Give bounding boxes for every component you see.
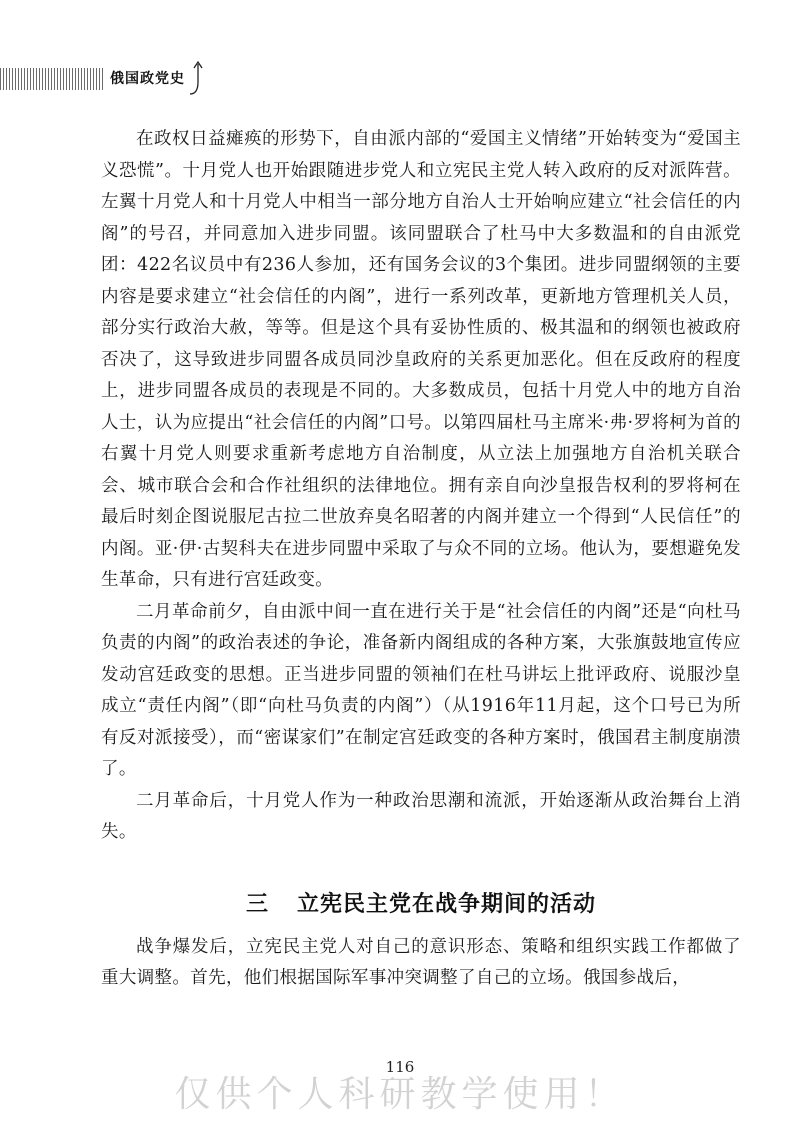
header-hatched-band bbox=[0, 68, 110, 90]
watermark: 仅供个人科研教学使用！ bbox=[174, 1074, 626, 1115]
body-paragraph: 二月革命后，十月党人作为一种政治思潮和流派，开始逐渐从政治舞台上消失。 bbox=[101, 790, 741, 842]
header-arrow-icon bbox=[188, 60, 210, 96]
page-number: 116 bbox=[385, 1058, 415, 1076]
section-number: 三 bbox=[245, 891, 269, 917]
section-heading bbox=[101, 887, 741, 918]
body-paragraph: 二月革命前夕，自由派中间一直在进行关于是“社会信任的内阁”还是“向杜马负责的内阁”的政治表述的争论，准备新内阁组成的各种方案，大张旗鼓地宣传应发动宫廷政变的思想。正当进步同盟的领袖们在杜马讲坛上批评政府、说服沙皇成立“责任内阁”（即“向杜马负责的内阁”）（从1916年11月起，这个口号已为所有反对派接受），而“密谋家们”在制定宫廷政变的各种方案时，俄国君主制度崩溃了。 bbox=[101, 601, 741, 779]
body-paragraph: 在政权日益瘫痪的形势下，自由派内部的“爱国主义情绪”开始转变为“爱国主义恐慌”。十月党人也开始跟随进步党人和立宪民主党人转入政府的反对派阵营。左翼十月党人和十月党人中相当一部分地方自治人士开始响应建立“社会信任的内阁”的号召，并同意加入进步同盟。该同盟联合了杜马中大多数温和的自由派党团：422名议员中有236人参加，还有国务会议的3个集团。进步同盟纲领的主要内容是要求建立“社会信任的内阁”，进行一系列改革，更新地方管理机关人员，部分实行政治大赦，等等。但是这个具有妥协性质的、极其温和的纲领也被政府否决了，这导致进步同盟各成员同沙皇政府的关系更加恶化。但在反政府的程度上，进步同盟各成员的表现是不同的。大多数成员，包括十月党人中的地方自治人士，认为应提出“社会信任的内阁”口号。以第四届杜马主席米·弗·罗将柯为首的右翼十月党人则要求重新考虑地方自治制度，从立法上加强地方自治机关联合会、城市联合会和合作社组织的法律地位。拥有亲自向沙皇报告权利的罗将柯在最后时刻企图说服尼古拉二世放弃臭名昭著的内阁并建立一个得到“人民信任”的内阁。亚·伊·古契科夫在进步同盟中采取了与众不同的立场。他认为，要想避免发生革命，只有进行宫廷政变。 bbox=[101, 129, 741, 590]
body-paragraph: 战争爆发后，立宪民主党人对自己的意识形态、策略和组织实践工作都做了重大调整。首先，他们根据国际军事冲突调整了自己的立场。俄国参战后， bbox=[101, 936, 741, 988]
section-title: 立宪民主党在战争期间的活动 bbox=[297, 891, 597, 917]
running-header bbox=[0, 60, 210, 96]
page-body bbox=[101, 124, 741, 995]
running-title: 俄国政党史 bbox=[104, 68, 191, 90]
